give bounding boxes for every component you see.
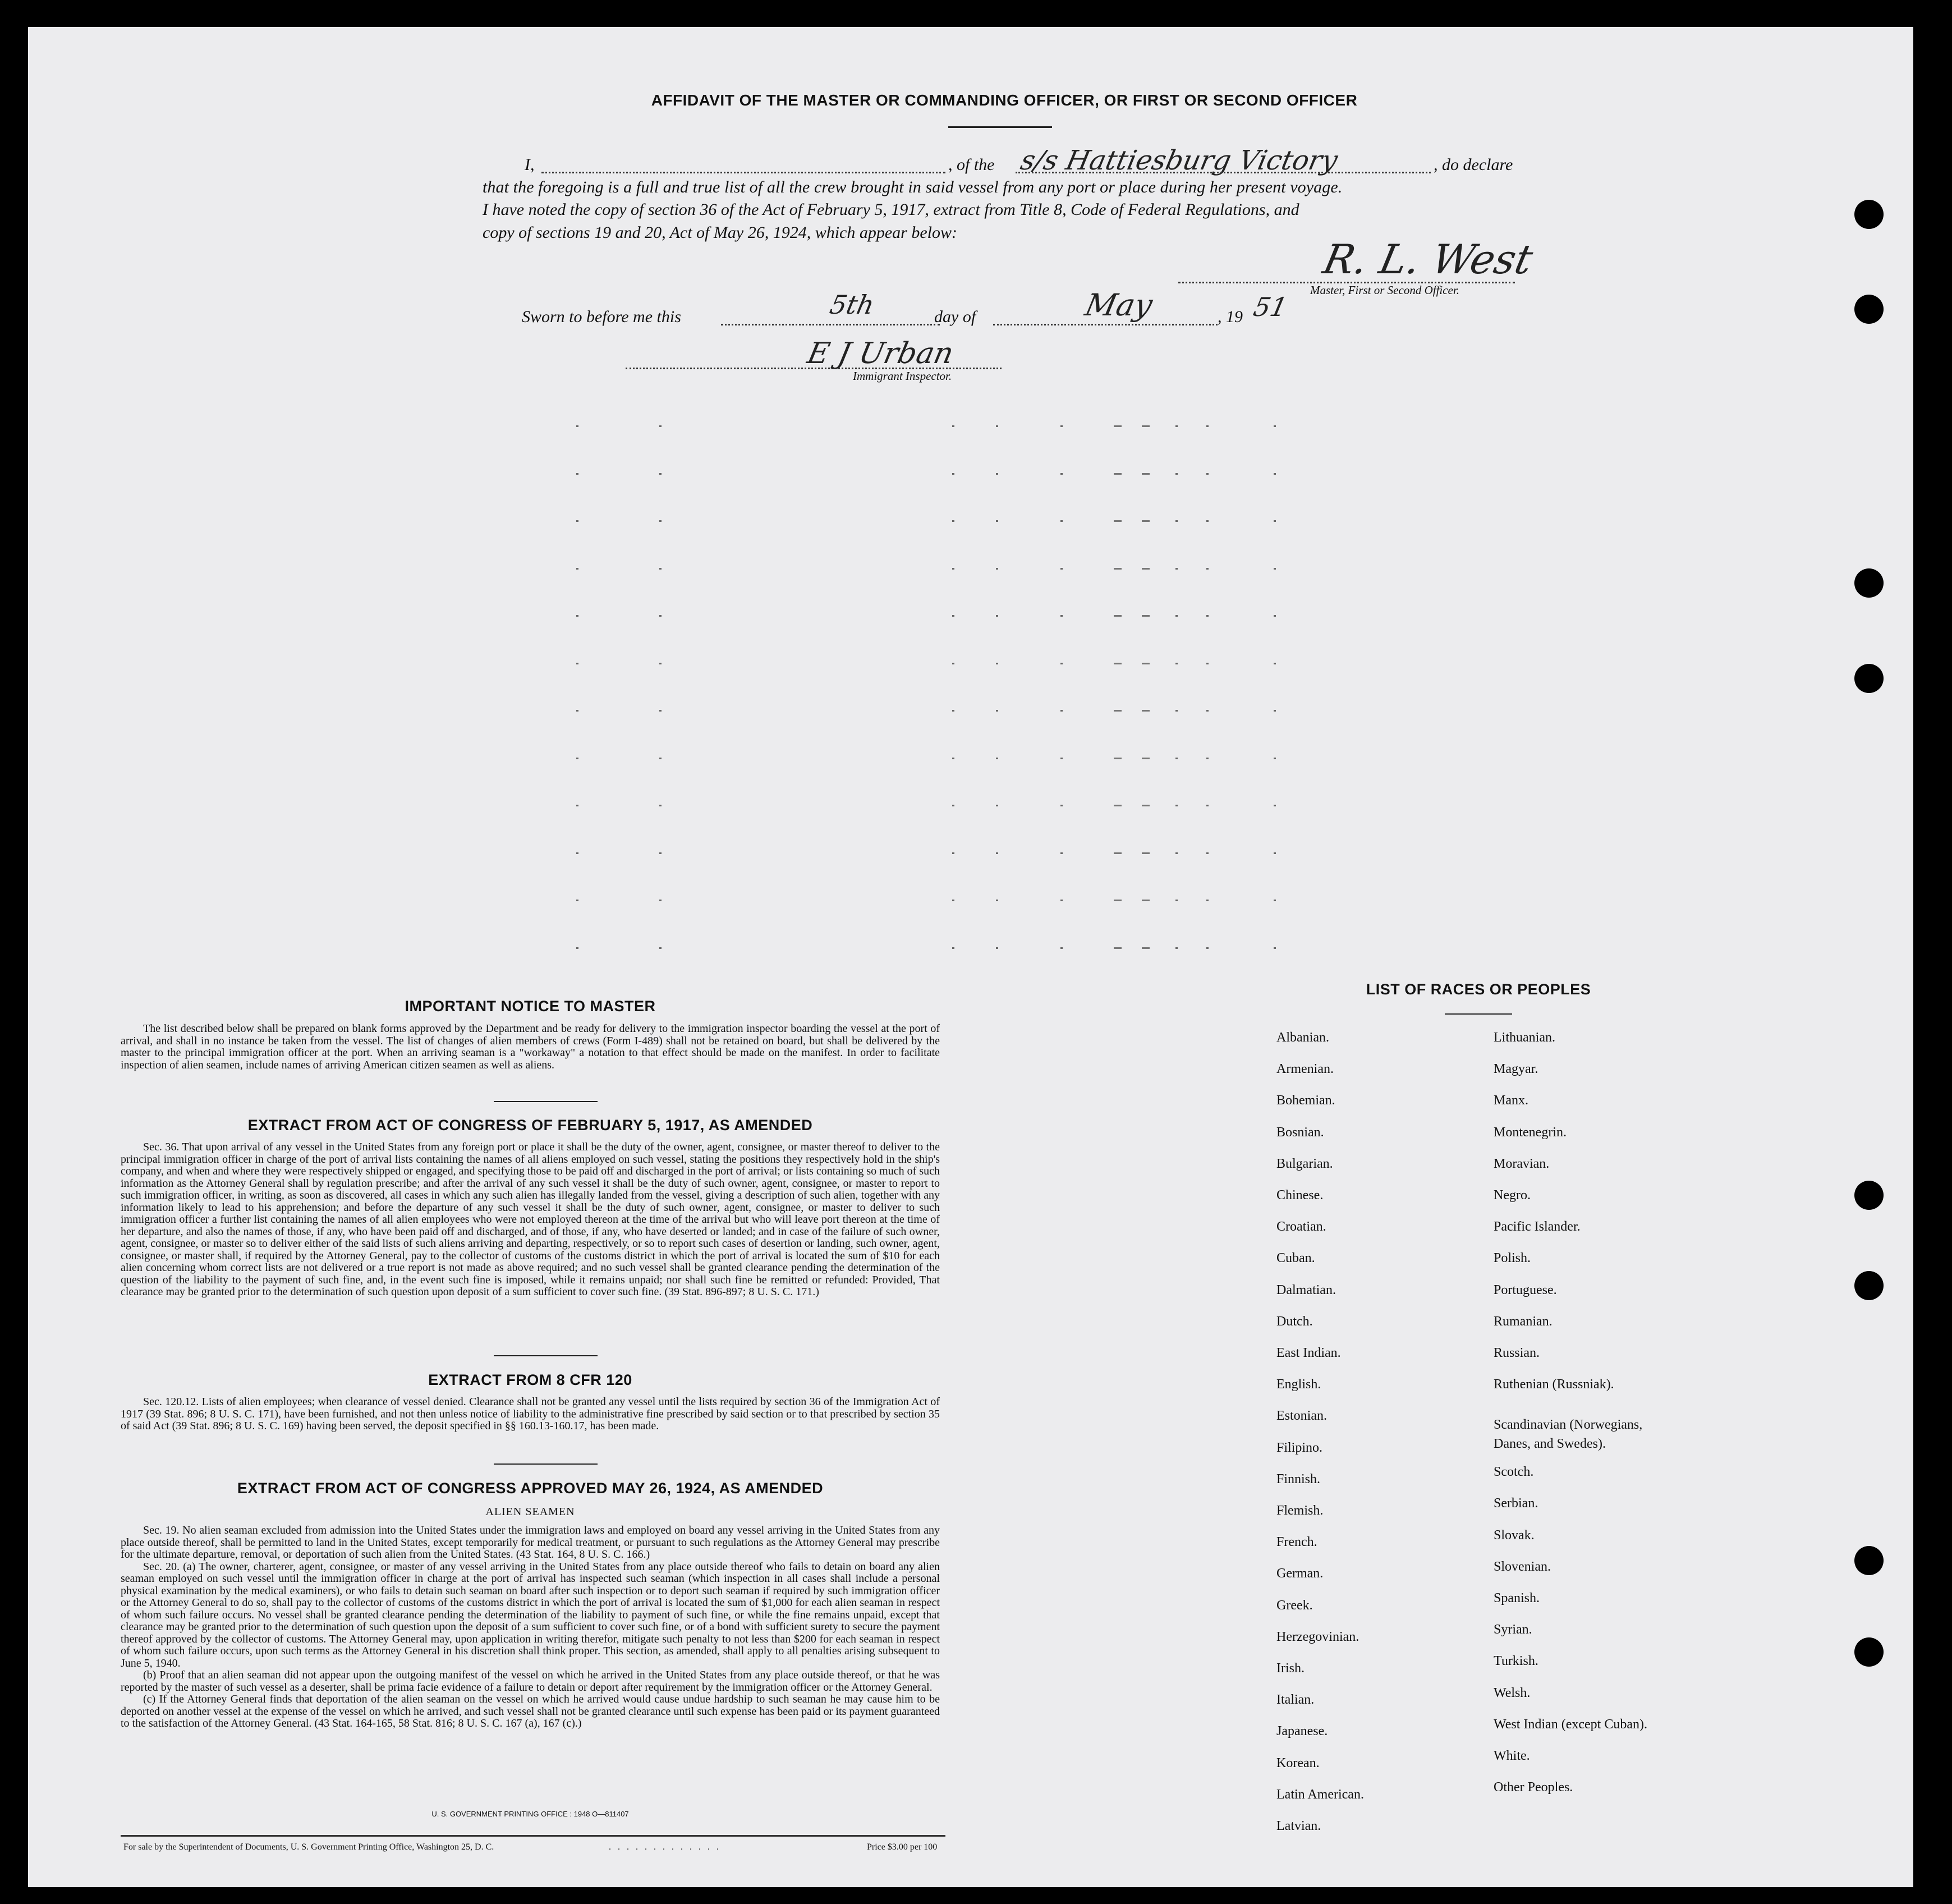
inspector-signature: E J Urban (804, 337, 957, 370)
ruling-mark (1175, 568, 1178, 570)
ruling-mark (1142, 568, 1150, 570)
sworn-prefix: Sworn to before me this (522, 308, 681, 326)
footer-rule (121, 1835, 945, 1837)
race-item: Welsh. (1494, 1685, 1531, 1700)
ruling-mark (952, 852, 954, 854)
punch-hole (1854, 1546, 1884, 1575)
ruling-mark (1274, 663, 1276, 664)
ruling-mark (576, 852, 578, 854)
affidavit-line-2: that the foregoing is a full and true list of all the crew brought in said vessel from any port or place during her present voyage. (483, 178, 1343, 196)
ruling-mark (1175, 615, 1178, 617)
ruling-mark (1206, 805, 1209, 806)
ruling-mark (1206, 947, 1209, 949)
ruling-mark (1175, 520, 1178, 522)
ruling-mark (1142, 947, 1150, 949)
ruling-mark (1060, 900, 1063, 901)
ruling-mark (952, 805, 954, 806)
race-item: West Indian (except Cuban). (1494, 1717, 1647, 1732)
race-item: Pacific Islander. (1494, 1219, 1581, 1235)
ruling-mark (1114, 663, 1122, 664)
race-item: Other Peoples. (1494, 1780, 1573, 1795)
race-item: Turkish. (1494, 1654, 1538, 1669)
ruling-mark (1142, 852, 1150, 854)
ruling-mark (659, 473, 662, 475)
ruling-mark (1206, 900, 1209, 901)
ruling-mark (1060, 710, 1063, 712)
ruling-mark (1060, 615, 1063, 617)
ruling-mark (952, 615, 954, 617)
ruling-mark (996, 710, 998, 712)
race-item: Latin American. (1276, 1787, 1364, 1802)
ruling-mark (1274, 425, 1276, 427)
ruling-mark (1142, 520, 1150, 522)
race-item: Korean. (1276, 1755, 1320, 1770)
ruling-mark (659, 520, 662, 522)
ruling-mark (659, 663, 662, 664)
ruling-mark (1175, 947, 1178, 949)
footer-sale-note: For sale by the Superintendent of Documents, U. S. Government Printing Office, Washington 25, D. C. (123, 1842, 494, 1852)
race-item: Spanish. (1494, 1591, 1540, 1605)
race-item: Portuguese. (1494, 1282, 1557, 1297)
race-item: Irish. (1276, 1661, 1305, 1676)
ruling-mark (1060, 473, 1063, 475)
punch-hole (1854, 1637, 1884, 1667)
ruling-mark (996, 900, 998, 901)
ruling-mark (1142, 710, 1150, 712)
extract-cfr-body (121, 1396, 940, 1433)
races-divider (1445, 1013, 1512, 1015)
race-item: Dalmatian. (1276, 1282, 1336, 1297)
race-item: Russian. (1494, 1346, 1540, 1360)
ruling-mark (1142, 805, 1150, 806)
master-label: Master, First or Second Officer. (1310, 283, 1459, 297)
race-item: Japanese. (1276, 1724, 1328, 1739)
ruling-mark (1142, 663, 1150, 664)
ruling-mark (1206, 568, 1209, 570)
divider (494, 1463, 598, 1465)
ruling-mark (1274, 805, 1276, 806)
race-item: Finnish. (1276, 1471, 1321, 1487)
ruling-mark (1114, 520, 1122, 522)
ruling-mark (1142, 758, 1150, 759)
extract-cfr-text: Sec. 120.12. Lists of alien employees; when clearance of vessel denied. Clearance shall not be granted any vessel until the lists required by section 36 of the Immigration Act of 1917 (39 Stat. 896; 8 U. S. C. 171), have been furnished, and not then unless notice of liability to the administrative fine prescribed by said section or to that prescribed by section 35 of said Act (39 Stat. 896; 8 U. S. C. 169) having been served, the deposit specified in §§ 160.13-160.17, has been made. (121, 1396, 940, 1432)
ruling-mark (576, 568, 578, 570)
ruling-mark (1142, 473, 1150, 475)
ruling-mark (1175, 425, 1178, 427)
punch-hole (1854, 295, 1884, 324)
extract-1917-body (121, 1141, 940, 1299)
ruling-mark (1274, 947, 1276, 949)
ruling-mark (1060, 947, 1063, 949)
ruling-mark (952, 520, 954, 522)
ruling-mark (1060, 805, 1063, 806)
ruling-mark (1274, 473, 1276, 475)
race-item: Chinese. (1276, 1188, 1324, 1203)
race-item: Slovak. (1494, 1527, 1535, 1543)
ruling-mark (1274, 900, 1276, 901)
race-item: English. (1276, 1377, 1321, 1392)
name-blank (541, 172, 945, 173)
race-item: Slovenian. (1494, 1559, 1551, 1574)
title-divider (948, 126, 1052, 128)
vessel-blank (1016, 172, 1431, 173)
race-item: Herzegovinian. (1276, 1629, 1359, 1644)
footer-price: Price $3.00 per 100 (867, 1842, 938, 1852)
footer-dots: ............. (609, 1842, 725, 1852)
ruling-mark (996, 663, 998, 664)
ruling-mark (576, 520, 578, 522)
ruling-mark (1206, 520, 1209, 522)
affidavit-do-declare: , do declare (1434, 155, 1513, 174)
ruling-mark (1114, 758, 1122, 759)
ruling-mark (996, 805, 998, 806)
ruling-mark (1114, 805, 1122, 806)
sec-20c-text: (c) If the Attorney General finds that deportation of the alien seaman on the vessel on which he arrived would cause undue hardship to such seaman he may cause him to be deported on another vessel at the expense of the vessel on which he arrived, and such vessel shall not be granted clearance until such expense has been paid or its payment guaranteed to the satisfaction of the Attorney General. (43 Stat. 164-165, 58 Stat. 816; 8 U. S. C. 167 (a), 167 (c).) (121, 1693, 940, 1729)
extract-1917-title: EXTRACT FROM ACT OF CONGRESS OF FEBRUARY 5, 1917, AS AMENDED (247, 1117, 813, 1134)
ruling-mark (1274, 520, 1276, 522)
ruling-mark (996, 520, 998, 522)
ruling-mark (659, 758, 662, 759)
ruling-mark (952, 900, 954, 901)
race-item: Serbian. (1494, 1496, 1538, 1511)
ruling-mark (576, 615, 578, 617)
ruling-mark (659, 615, 662, 617)
ruling-mark (659, 805, 662, 806)
ruling-mark (576, 758, 578, 759)
race-item: Danes, and Swedes). (1494, 1437, 1606, 1452)
ruling-mark (576, 663, 578, 664)
ruling-mark (1206, 615, 1209, 617)
punch-hole (1854, 1181, 1884, 1210)
punch-hole (1854, 568, 1884, 598)
notice-body (121, 1023, 940, 1071)
sec-20b-text: (b) Proof that an alien seaman did not appear upon the outgoing manifest of the vessel on which he arrived in the United States from any place outside thereof, or that he was reported by the master of such vessel as a deserter, shall be prima facie evidence of a failure to detain or deport after requirement by the immigration officer or the Attorney General. (121, 1669, 940, 1694)
sworn-month: May (1082, 287, 1156, 323)
races-title: LIST OF RACES OR PEOPLES (1366, 981, 1591, 998)
ruling-mark (1206, 473, 1209, 475)
ruling-mark (1206, 758, 1209, 759)
punch-hole (1854, 200, 1884, 229)
ruling-mark (996, 852, 998, 854)
extract-1924-body (121, 1525, 940, 1730)
ruling-mark (1206, 852, 1209, 854)
day-blank (721, 324, 940, 325)
race-item: Scandinavian (Norwegians, (1494, 1417, 1643, 1433)
ruling-mark (996, 425, 998, 427)
ruling-mark (1060, 520, 1063, 522)
affidavit-i: I, (525, 155, 535, 174)
ruling-mark (952, 568, 954, 570)
divider (494, 1101, 598, 1102)
race-item: Latvian. (1276, 1819, 1321, 1833)
race-item: Scotch. (1494, 1465, 1534, 1480)
ruling-mark (1060, 758, 1063, 759)
race-item: Cuban. (1276, 1251, 1315, 1266)
ruling-mark (1175, 900, 1178, 901)
ruling-mark (1142, 615, 1150, 617)
race-item: Manx. (1494, 1093, 1528, 1108)
ruling-mark (996, 473, 998, 475)
ruling-mark (996, 568, 998, 570)
ruling-mark (1175, 852, 1178, 854)
ruling-mark (952, 710, 954, 712)
ruling-mark (576, 900, 578, 901)
race-item: Bohemian. (1276, 1093, 1335, 1108)
printing-office-imprint: U. S. GOVERNMENT PRINTING OFFICE : 1948 O—811407 (431, 1810, 629, 1818)
race-item: Greek. (1276, 1598, 1313, 1613)
punch-hole (1854, 664, 1884, 693)
ruling-mark (1114, 568, 1122, 570)
year-prefix: , 19 (1218, 308, 1243, 326)
sworn-year: 51 (1251, 292, 1290, 322)
ruling-mark (1114, 425, 1122, 427)
ruling-mark (659, 710, 662, 712)
ruling-mark (952, 473, 954, 475)
vessel-name: s/s Hattiesburg Victory (1018, 145, 1340, 176)
notice-title: IMPORTANT NOTICE TO MASTER (405, 998, 656, 1015)
ruling-mark (1060, 425, 1063, 427)
extract-1924-title: EXTRACT FROM ACT OF CONGRESS APPROVED MAY 26, 1924, AS AMENDED (237, 1480, 824, 1497)
alien-seamen-subtitle: ALIEN SEAMEN (485, 1506, 575, 1518)
ruling-mark (952, 947, 954, 949)
ruling-mark (1206, 425, 1209, 427)
ruling-mark (1114, 852, 1122, 854)
ruling-mark (659, 947, 662, 949)
ruling-mark (576, 947, 578, 949)
inspector-label: Immigrant Inspector. (853, 369, 952, 383)
race-item: Polish. (1494, 1251, 1531, 1266)
ruling-mark (1114, 710, 1122, 712)
affidavit-of-the: , of the (948, 155, 995, 174)
ruling-mark (1142, 425, 1150, 427)
master-signature: R. L. West (1319, 236, 1537, 283)
race-item: White. (1494, 1749, 1530, 1763)
race-item: French. (1276, 1535, 1317, 1550)
race-item: Filipino. (1276, 1440, 1323, 1455)
day-of-label: day of (934, 308, 976, 326)
extract-1917-text: Sec. 36. That upon arrival of any vessel in the United States from any foreign port or place it shall be the duty of the owner, agent, consignee, or master thereof to deliver to the principal immigration officer in charge of the port of arrival lists containing the names of all aliens employed on such vessel, stating the positions they respectively hold in the ship's company, and when and where they were respectively shipped or engaged, and specifying those to be paid off and discharged in the port of arrival; or lists containing so much of such information as the Attorney General shall by regulation prescribe; and after the arrival of any such vessel it shall be the duty of such owner, agent, consignee, or master to report to such immigration officer, in writing, as soon as discovered, all cases in which any such alien has illegally landed from the vessel, giving a description of such alien, together with any information likely to lead to his apprehension; and before the departure of any such vessel it shall be the duty of such owner, agent, consignee, or master to deliver to such immigration officer a further list containing the names of all alien employees who were not employed thereon at the time of the arrival but who will leave port thereon at the time of her departure, and also the names of those, if any, who have been paid off and discharged, and of those, if any, who have deserted or landed; and in case of the failure of such owner, agent, consignee, or master so to deliver either of the said lists of such aliens arriving and departing, respectively, or so to report such cases of desertion or landing, such owner, agent, consignee, or master shall, if required by the Attorney General, pay to the collector of customs of the customs district in which the port of arrival is located the sum of $10 for each alien concerning whom correct lists are not delivered or a true report is not made as above required; and no such vessel shall be granted clearance pending the determination of the question of the liability to the payment of such fine, and, in the event such fine is imposed, while it remains unpaid; nor shall such fine be remitted or refunded: Provided, That clearance may be granted prior to the determination of such question upon deposit of a sum sufficient to cover such fine. (39 Stat. 896-897; 8 U. S. C. 171.) (121, 1141, 940, 1298)
ruling-mark (1274, 852, 1276, 854)
ruling-mark (659, 425, 662, 427)
race-item: East Indian. (1276, 1346, 1341, 1360)
affidavit-line-3: I have noted the copy of section 36 of the Act of February 5, 1917, extract from Title 8, Code of Federal Regulations, and (483, 200, 1299, 219)
ruling-mark (1274, 758, 1276, 759)
punch-hole (1854, 1271, 1884, 1300)
divider (494, 1355, 598, 1356)
race-item: Lithuanian. (1494, 1030, 1555, 1045)
ruling-mark (1274, 710, 1276, 712)
race-item: German. (1276, 1566, 1324, 1581)
race-item: Bulgarian. (1276, 1156, 1333, 1171)
ruling-mark (576, 805, 578, 806)
ruling-mark (1206, 710, 1209, 712)
ruling-mark (1175, 663, 1178, 664)
race-item: Armenian. (1276, 1062, 1334, 1077)
ruling-mark (576, 425, 578, 427)
ruling-mark (1114, 947, 1122, 949)
ruling-mark (1060, 568, 1063, 570)
race-item: Bosnian. (1276, 1125, 1324, 1140)
ruling-mark (996, 758, 998, 759)
race-item: Magyar. (1494, 1062, 1538, 1077)
race-item: Italian. (1276, 1692, 1315, 1708)
race-item: Moravian. (1494, 1156, 1550, 1171)
ruling-mark (1060, 852, 1063, 854)
ruling-mark (996, 947, 998, 949)
ruling-mark (1274, 615, 1276, 617)
race-item: Albanian. (1276, 1030, 1329, 1045)
ruling-mark (996, 615, 998, 617)
extract-cfr-title: EXTRACT FROM 8 CFR 120 (428, 1371, 632, 1388)
ruling-mark (576, 473, 578, 475)
sec-20a-text: Sec. 20. (a) The owner, charterer, agent, consignee, or master of any vessel arriving in the United States from any place outside thereof who fails to detain on board any alien seaman employed on such vessel until the immigration officer in charge at the port of arrival has inspected such seaman (which inspection in all cases shall include a personal physical examination by the medical examiners), or who fails to detain such seaman on board after such inspection or to deport such seaman if required by such immigration officer or the Attorney General to do so, shall pay to the collector of customs of the customs district in which the port of arrival is located the sum of $1,000 for each alien seaman in respect of whom such failure occurs. No vessel shall be granted clearance pending the determination of the liability to payment of such fine, or while the fine remains unpaid, except that clearance may be granted prior to the determination of such question upon the deposit of a sum sufficient to cover such fine, or of a bond with sufficient surety to secure the payment thereof approved by the collector of customs. The Attorney General may, upon application in writing therefor, mitigate such penalty to not less than $200 for each seaman in respect of whom such failure occurs, upon such terms as the Attorney General in his discretion shall think proper. This section, as amended, shall apply to all penalties arising subsequent to June 5, 1940. (121, 1560, 940, 1669)
race-item: Dutch. (1276, 1314, 1313, 1329)
race-item: Rumanian. (1494, 1314, 1553, 1329)
race-item: Montenegrin. (1494, 1125, 1567, 1140)
ruling-mark (1142, 900, 1150, 901)
ruling-mark (576, 710, 578, 712)
ruling-mark (1274, 568, 1276, 570)
affidavit-title: AFFIDAVIT OF THE MASTER OR COMMANDING OFFICER, OR FIRST OR SECOND OFFICER (651, 91, 1358, 109)
ruling-mark (1175, 473, 1178, 475)
ruling-mark (1114, 615, 1122, 617)
ruling-mark (1114, 473, 1122, 475)
month-blank (993, 324, 1218, 325)
race-item: Ruthenian (Russniak). (1494, 1377, 1614, 1392)
ruling-mark (1175, 710, 1178, 712)
notice-text: The list described below shall be prepared on blank forms approved by the Department and be ready for delivery to the immigration inspector boarding the vessel at the port of arrival, and shall in no instance be taken from the vessel. The list of changes of alien members of crews (Form I-489) shall not be retained on board, but shall be delivered by the master to the principal immigration officer at the port. When an arriving seaman is a "workaway" a notation to that effect should be made on the manifest. In order to facilitate inspection of alien seamen, include names of arriving American citizen seamen as well as aliens. (121, 1022, 940, 1071)
sec-19-text: Sec. 19. No alien seaman excluded from admission into the United States under the immigration laws and employed on board any vessel arriving in the United States from any place outside thereof, shall be permitted to land in the United States, except temporarily for medical treatment, or pursuant to such regulations as the Attorney General may prescribe for the ultimate departure, removal, or deportation of such alien from the United States. (43 Stat. 164, 8 U. S. C. 166.) (121, 1524, 940, 1561)
ruling-mark (659, 568, 662, 570)
ruling-mark (1114, 900, 1122, 901)
sworn-day: 5th (827, 290, 878, 320)
ruling-mark (1175, 758, 1178, 759)
race-item: Syrian. (1494, 1622, 1532, 1637)
race-item: Croatian. (1276, 1219, 1326, 1235)
race-item: Estonian. (1276, 1408, 1327, 1424)
ruling-mark (1060, 663, 1063, 664)
ruling-mark (659, 852, 662, 854)
ruling-mark (659, 900, 662, 901)
ruling-mark (952, 758, 954, 759)
affidavit-line-4: copy of sections 19 and 20, Act of May 26, 1924, which appear below: (483, 223, 957, 242)
ruling-mark (1206, 663, 1209, 664)
race-item: Negro. (1494, 1188, 1531, 1203)
ruling-mark (1175, 805, 1178, 806)
ruling-mark (952, 663, 954, 664)
ruling-mark (952, 425, 954, 427)
race-item: Flemish. (1276, 1503, 1324, 1518)
